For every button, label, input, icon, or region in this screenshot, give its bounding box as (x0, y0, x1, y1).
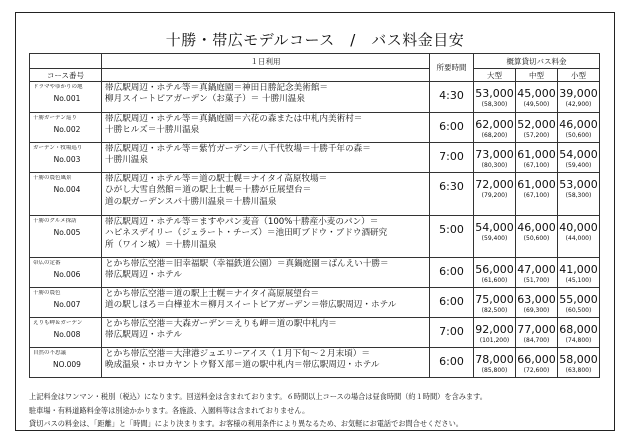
price-with-tax: (57,200) (523, 132, 550, 139)
price-with-tax: (45,100) (565, 277, 592, 284)
duration-cell: 6:00 (430, 348, 474, 378)
route-cell (102, 348, 430, 378)
price-with-tax: (68,200) (481, 132, 508, 139)
duration-cell: 7:00 (430, 318, 474, 348)
note-line: 上記料金はワンマン・税別（税込）になります。回送料金は含まれております。６時間以上コースの場合は昼食時間（約１時間）を含みます。 (29, 392, 487, 401)
price-large-cell (474, 288, 516, 318)
note-line: 貸切バスの料金は、「距離」と「時間」により決まります。お客様の利用条件により異なるため、お気軽にお電話でお問合せください。 (29, 419, 463, 428)
price-mid-cell (516, 113, 558, 143)
price-large-cell (474, 258, 516, 288)
price-value: 47,000 (517, 263, 556, 276)
price-value: 73,000 (475, 148, 514, 161)
course-number: No.005 (53, 228, 81, 237)
route-line: 帯広駅周辺・ホテル等＝真鍋庭園＝六花の森または中札内美術村＝ (105, 114, 363, 124)
code-header: コース番号 (30, 69, 102, 82)
course-number: No.006 (53, 270, 81, 279)
route-cell (102, 318, 430, 348)
course-number: No.004 (53, 185, 81, 194)
price-with-tax: (44,000) (565, 235, 592, 242)
price-value: 52,000 (517, 118, 556, 131)
price-with-tax: (49,500) (523, 101, 550, 108)
price-mid-cell (516, 348, 558, 378)
route-line: とかち帯広空港＝旧幸福駅（幸福鉄道公園）＝真鍋庭園＝ばんえい十勝＝ (105, 259, 389, 269)
price-small-cell (558, 348, 600, 378)
price-value: 39,000 (559, 87, 598, 100)
price-with-tax: (51,700) (523, 277, 550, 284)
price-small-cell (558, 216, 600, 258)
price-with-tax: (67,100) (523, 192, 550, 199)
price-mid-cell (516, 173, 558, 216)
price-with-tax: (74,800) (565, 337, 592, 344)
route-cell (102, 173, 430, 216)
price-value: 75,000 (475, 293, 514, 306)
course-number: No.007 (53, 300, 81, 309)
table-row (30, 348, 600, 378)
price-with-tax: (50,600) (565, 132, 592, 139)
course-number: No.002 (53, 125, 81, 134)
course-number: NO.009 (53, 360, 81, 369)
price-with-tax: (61,600) (481, 277, 508, 284)
time-header: 所要時間 (430, 54, 474, 82)
price-with-tax: (79,200) (481, 192, 508, 199)
page-title: 十勝・帯広モデルコース / バス料金目安 (165, 31, 465, 49)
price-value: 56,000 (475, 263, 514, 276)
route-line: 道の駅しほろ＝白樺並木＝柳月スイートピアガーデン＝帯広駅周辺・ホテル (105, 300, 397, 311)
table-row (30, 216, 600, 258)
notes (29, 390, 604, 431)
price-small-cell (558, 82, 600, 113)
price-small-cell (558, 318, 600, 348)
price-value: 62,000 (475, 118, 514, 131)
route-line: ひがし大雪自然館＝道の駅上士幌＝十勝が丘展望台＝ (105, 185, 312, 196)
route-cell (102, 143, 430, 173)
price-with-tax: (42,900) (565, 101, 592, 108)
price-value: 77,000 (517, 323, 556, 336)
price-large-cell (474, 173, 516, 216)
price-large-cell (474, 348, 516, 378)
table-row (30, 258, 600, 288)
table-row (30, 143, 600, 173)
table-row (30, 113, 600, 143)
route-line: 所（ワイン城）＝十勝川温泉 (105, 239, 217, 250)
route-line: 十勝ヒルズ＝十勝川温泉 (105, 125, 200, 136)
price-with-tax: (80,300) (481, 162, 508, 169)
route-cell (102, 113, 430, 143)
duration-cell: 6:00 (430, 113, 474, 143)
price-value: 55,000 (559, 293, 598, 306)
price-small-cell (558, 288, 600, 318)
duration-cell: 6:30 (430, 173, 474, 216)
course-code-cell (30, 216, 102, 258)
price-value: 61,000 (517, 148, 556, 161)
price-large-cell (474, 143, 516, 173)
course-code-cell (30, 173, 102, 216)
route-line: とかち帯広空港＝道の駅上士幌＝ナイタイ高原展望台＝ (105, 289, 320, 299)
size-small-header: 小型 (558, 69, 600, 82)
price-value: 45,000 (517, 87, 556, 100)
route-line: ハピネスデイリー（ジェラート・チーズ）＝池田町ブドウ・ブドウ酒研究 (105, 228, 388, 239)
price-with-tax: (101,200) (479, 337, 510, 344)
course-table (29, 53, 600, 378)
route-line: 帯広駅周辺・ホテル等＝ますやパン麦音（100%十勝産小麦のパン）＝ (105, 217, 379, 227)
price-value: 92,000 (475, 323, 514, 336)
note-line: 駐車場・有料道路料金等は別途かかります。各施設、入園料等は含まれておりません。 (29, 405, 310, 415)
course-code-cell (30, 258, 102, 288)
price-with-tax: (72,600) (523, 367, 550, 374)
route-line: 帯広駅周辺・ホテル (105, 270, 182, 281)
course-name: 十勝の農色 (33, 290, 61, 296)
course-name: ガーデン・牧場巡り (33, 145, 83, 151)
duration-cell: 6:00 (430, 288, 474, 318)
course-name: 十勝の農色風景 (33, 175, 72, 181)
course-rows (30, 82, 600, 378)
price-large-cell (474, 216, 516, 258)
size-large-header: 大型 (474, 69, 516, 82)
duration-cell: 5:00 (430, 216, 474, 258)
price-value: 54,000 (475, 221, 514, 234)
price-value: 54,000 (559, 148, 598, 161)
price-value: 72,000 (475, 178, 514, 191)
price-with-tax: (58,300) (481, 101, 508, 108)
price-small-cell (558, 258, 600, 288)
route-cell (102, 258, 430, 288)
course-number: No.001 (53, 94, 81, 103)
price-value: 41,000 (559, 263, 598, 276)
price-value: 66,000 (517, 353, 556, 366)
course-name: 自然の不思議 (33, 350, 67, 356)
price-mid-cell (516, 258, 558, 288)
price-mid-cell (516, 143, 558, 173)
route-line: 帯広駅周辺・ホテル等＝道の駅士幌＝ナイタイ高原牧場＝ (105, 174, 328, 184)
course-code-cell (30, 82, 102, 113)
price-value: 78,000 (475, 353, 514, 366)
course-code-cell (30, 318, 102, 348)
course-number: No.003 (53, 155, 81, 164)
route-line: 帯広駅周辺・ホテル等＝紫竹ガーデン＝八千代牧場＝十勝千年の森＝ (105, 144, 371, 154)
route-line: 道の駅ガーデンスパ十勝川温泉＝十勝川温泉 (105, 196, 277, 207)
table-row (30, 173, 600, 216)
price-value: 61,000 (517, 178, 556, 191)
course-code-cell (30, 113, 102, 143)
price-value: 58,000 (559, 353, 598, 366)
course-name: 十勝のグルメ探訪 (33, 218, 77, 224)
price-with-tax: (69,300) (523, 307, 550, 314)
table-row (30, 318, 600, 348)
price-with-tax: (82,500) (481, 307, 508, 314)
price-value: 53,000 (559, 178, 598, 191)
document-frame (15, 12, 615, 431)
price-large-cell (474, 318, 516, 348)
route-line: 帯広駅周辺・ホテル等＝真鍋庭園＝神田日勝記念美術館＝ (105, 83, 329, 93)
route-line: とかち帯広空港＝大津港ジュエリーアイス（１月下旬〜２月末頃）＝ (105, 349, 370, 359)
course-code-cell (30, 143, 102, 173)
size-mid-header: 中型 (516, 69, 558, 82)
price-mid-cell (516, 318, 558, 348)
course-code-cell (30, 288, 102, 318)
route-line: 柳月スイートピアガーデン（お菓子）＝ 十勝川温泉 (105, 94, 305, 105)
price-with-tax: (59,400) (565, 162, 592, 169)
route-line: 十勝川温泉 (105, 155, 148, 166)
fee-header: 概算貸切バス料金 (474, 54, 600, 69)
price-small-cell (558, 143, 600, 173)
table-row (30, 288, 600, 318)
price-mid-cell (516, 288, 558, 318)
price-large-cell (474, 82, 516, 113)
price-small-cell (558, 173, 600, 216)
route-line: 晩成温泉・ホロカヤントウ腎Ｘ部＝道の駅中札内＝帯広駅周辺・ホテル (105, 360, 380, 371)
price-mid-cell (516, 82, 558, 113)
price-with-tax: (85,800) (481, 367, 508, 374)
price-small-cell (558, 113, 600, 143)
price-with-tax: (63,800) (565, 367, 592, 374)
price-value: 53,000 (475, 87, 514, 100)
price-large-cell (474, 113, 516, 143)
price-with-tax: (84,700) (523, 337, 550, 344)
route-cell (102, 288, 430, 318)
price-value: 46,000 (517, 221, 556, 234)
price-value: 40,000 (559, 221, 598, 234)
route-line: とかち帯広空港＝大森ガーデン＝えりも岬＝道の駅中札内＝ (105, 319, 337, 329)
duration-cell: 4:30 (430, 82, 474, 113)
price-with-tax: (58,300) (565, 192, 592, 199)
course-name: ドラマやゆかりの地 (33, 84, 83, 90)
price-with-tax: (50,600) (523, 235, 550, 242)
price-with-tax: (67,100) (523, 162, 550, 169)
duration-cell: 7:00 (430, 143, 474, 173)
course-code-cell (30, 348, 102, 378)
route-cell (102, 216, 430, 258)
course-name: 十勝ガーデン巡り (33, 115, 77, 121)
route-line: 帯広駅周辺・ホテル (105, 330, 182, 341)
price-with-tax: (60,500) (565, 307, 592, 314)
price-value: 46,000 (559, 118, 598, 131)
price-value: 68,000 (559, 323, 598, 336)
route-cell (102, 82, 430, 113)
price-with-tax: (59,400) (481, 235, 508, 242)
price-mid-cell (516, 216, 558, 258)
course-number: No.008 (53, 330, 81, 339)
price-value: 63,000 (517, 293, 556, 306)
usage-header: １日利用 (102, 54, 430, 69)
table-row (30, 82, 600, 113)
duration-cell: 6:00 (430, 258, 474, 288)
course-name: えりも岬＆ガーデン (33, 320, 83, 326)
course-name: 帯広の定番 (33, 260, 61, 266)
